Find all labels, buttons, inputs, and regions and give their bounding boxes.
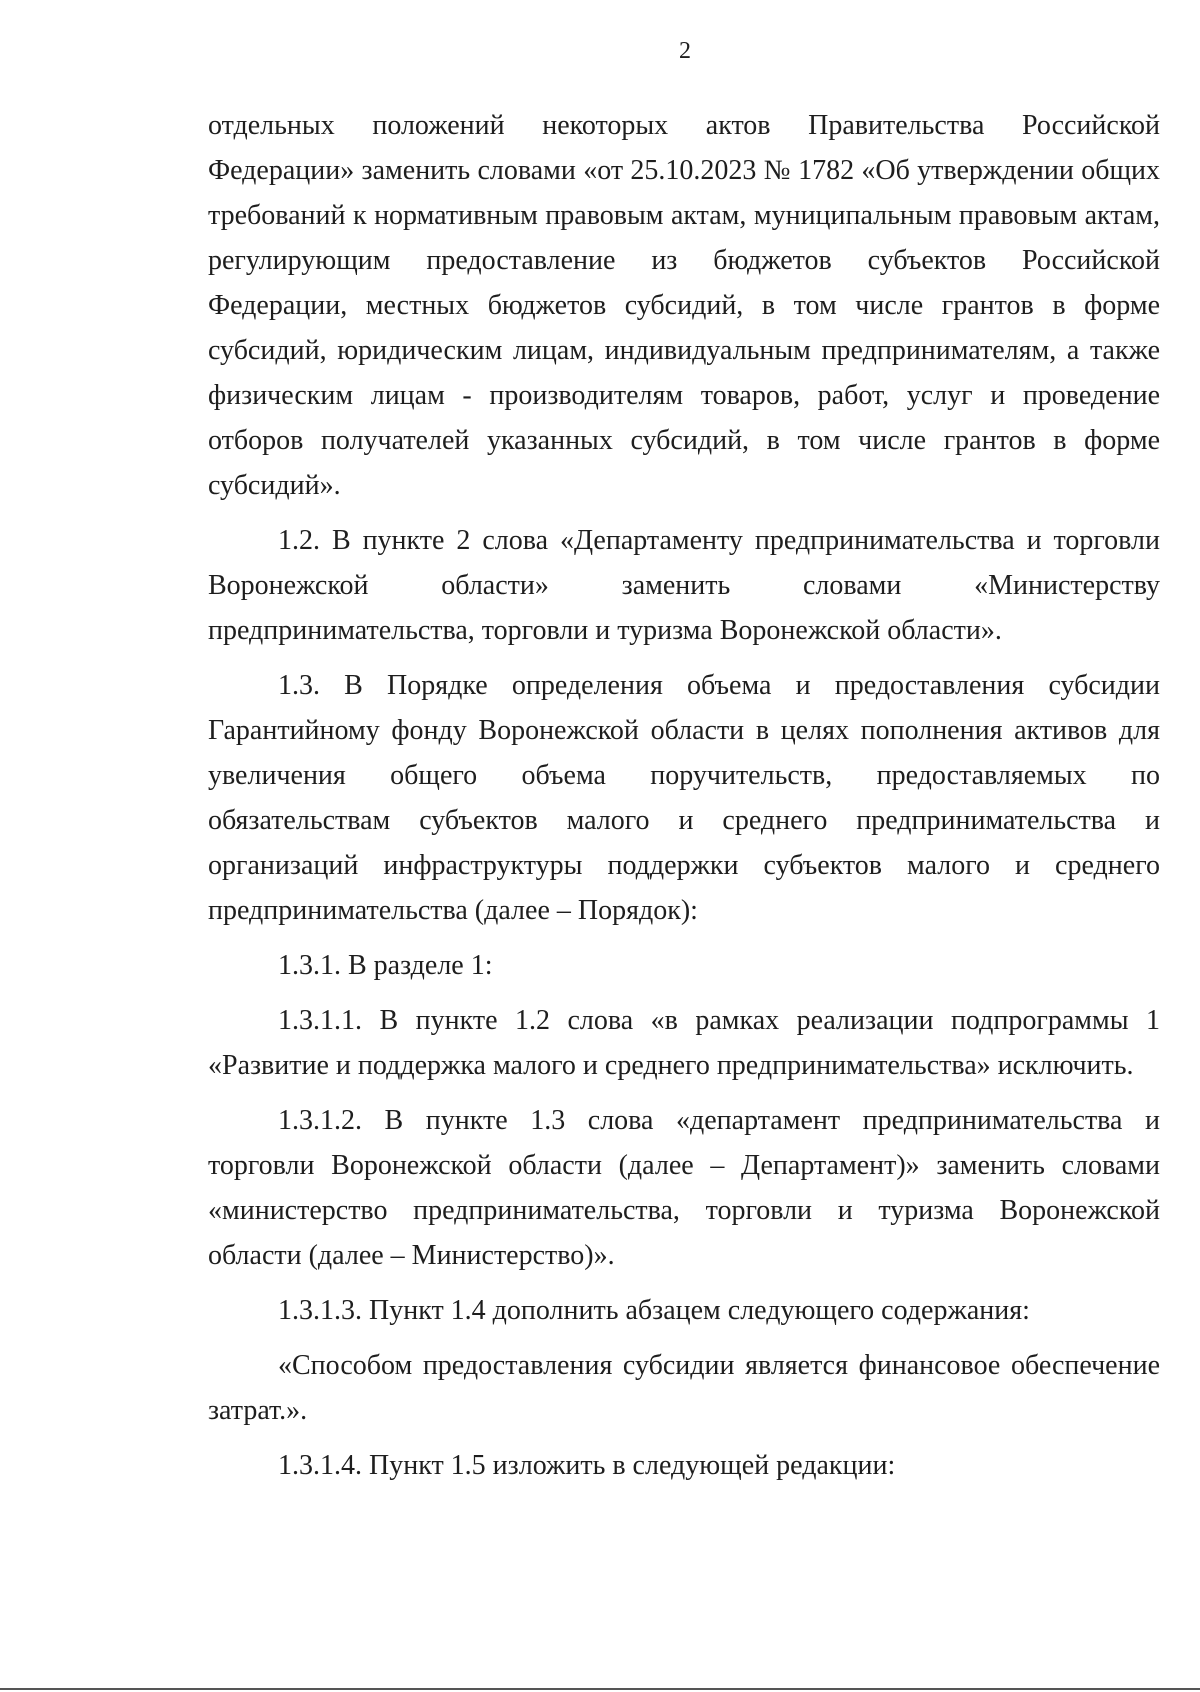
paragraph-1-3-1-2: 1.3.1.2. В пункте 1.3 слова «департамент предпринимательства и торговли Воронежской области (далее – Департамент)» заменить словами «министерство предпринимательства, торговли и туризма Воронежской области (далее – Министерство)». — [208, 1105, 1160, 1271]
paragraph-1-3-1: 1.3.1. В разделе 1: — [278, 950, 493, 981]
paragraph-1-3-1-1: 1.3.1.1. В пункте 1.2 слова «в рамках реализации подпрограммы 1 «Развитие и поддержка малого и среднего предпринимательства» исключить. — [208, 1005, 1160, 1081]
paragraph-1-3-1-4: 1.3.1.4. Пункт 1.5 изложить в следующей редакции: — [278, 1450, 896, 1481]
document-body — [208, 103, 1160, 1488]
paragraph-1-2: 1.2. В пункте 2 слова «Департаменту предпринимательства и торговли Воронежской области» заменить словами «Министерству предпринимательства, торговли и туризма Воронежской области». — [208, 525, 1160, 646]
paragraph-continuation: отдельных положений некоторых актов Правительства Российской Федерации» заменить словами «от 25.10.2023 № 1782 «Об утверждении общих требований к нормативным правовым актам, муниципальным правовым актам, регулирующим предоставление из бюджетов субъектов Российской Федерации, местных бюджетов субсидий, в том числе грантов в форме субсидий, юридическим лицам, индивидуальным предпринимателям, а также физическим лицам - производителям товаров, работ, услуг и проведение отборов получателей указанных субсидий, в том числе грантов в форме субсидий». — [208, 110, 1160, 501]
paragraph-quote: «Способом предоставления субсидии является финансовое обеспечение затрат.». — [208, 1350, 1160, 1426]
paragraph-1-3: 1.3. В Порядке определения объема и предоставления субсидии Гарантийному фонду Воронежской области в целях пополнения активов для увеличения общего объема поручительств, предоставляемых по обязательствам субъектов малого и среднего предпринимательства и организаций инфраструктуры поддержки субъектов малого и среднего предпринимательства (далее – Порядок): — [208, 670, 1160, 926]
paragraph-1-3-1-3: 1.3.1.3. Пункт 1.4 дополнить абзацем следующего содержания: — [278, 1295, 1030, 1326]
scan-edge-line — [0, 1688, 1200, 1690]
page-number: 2 — [679, 38, 691, 64]
